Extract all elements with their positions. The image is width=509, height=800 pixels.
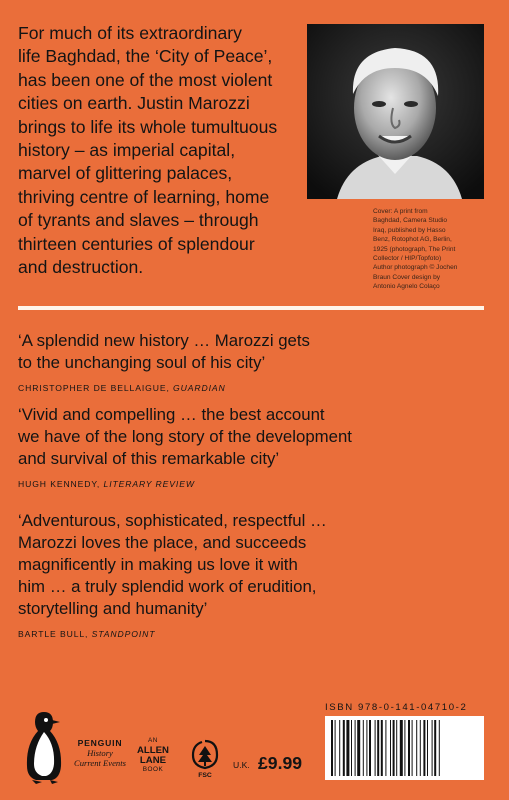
quote-attribution (18, 377, 484, 399)
credit-line: Author photograph © Jochen (373, 264, 458, 272)
publication-name: GUARDIAN (173, 383, 226, 393)
quote-line: him … a truly splendid work of erudition, (18, 577, 317, 596)
publisher-imprint (74, 738, 126, 768)
blurb-line: brings to life its whole tumultuous (18, 116, 278, 137)
credit-line: Iraq, published by Hasso (373, 226, 446, 234)
quote-line: Marozzi loves the place, and succeeds (18, 533, 307, 552)
quote-line: and survival of this remarkable city’ (18, 449, 280, 468)
reviewer-name: HUGH KENNEDY, (18, 479, 104, 489)
quote-line: ‘Vivid and compelling … the best account (18, 405, 325, 424)
reviewer-name: BARTLE BULL, (18, 629, 92, 639)
publication-name: STANDPOINT (91, 629, 156, 639)
review-quote-3 (18, 510, 484, 645)
credit-line: Cover: A print from (373, 208, 428, 215)
imprint-book: BOOK (142, 766, 164, 774)
quote-line: to the unchanging soul of his city’ (18, 353, 266, 372)
review-quote-2 (18, 404, 484, 495)
author-photo (307, 24, 484, 199)
allen-lane-imprint (137, 736, 169, 775)
quote-line: storytelling and humanity’ (18, 599, 208, 618)
section-divider (18, 306, 484, 310)
back-cover-blurb (18, 22, 303, 279)
blurb-line: has been one of the most violent (18, 69, 273, 90)
credit-line: Antonio Agnelo Colaço (373, 283, 440, 291)
credit-line: 1925 (photograph, The Print (373, 245, 456, 253)
quote-attribution (18, 473, 484, 495)
review-quote-1 (18, 330, 484, 399)
fsc-label: FSC (198, 772, 212, 779)
blurb-line: of tyrants and slaves – through (18, 210, 259, 231)
credit-line: Baghdad, Camera Studio (373, 217, 448, 225)
cover-credits (373, 207, 485, 292)
barcode-icon (325, 716, 484, 780)
quote-line: we have of the long story of the development (18, 427, 352, 446)
quote-line: ‘Adventurous, sophisticated, respectful … (18, 511, 327, 530)
author-portrait-icon (307, 24, 484, 199)
imprint-an: AN (148, 737, 158, 744)
price: £9.99 (258, 753, 303, 773)
imprint-line2: LANE (139, 754, 167, 766)
credit-line: Benz, Rotophot AG, Berlin, (373, 236, 452, 244)
quote-line: magnificently in making us love it with (18, 555, 298, 574)
reviewer-name: CHRISTOPHER DE BELLAIGUE, (18, 383, 174, 393)
blurb-line: and destruction. (18, 257, 144, 278)
barcode (325, 716, 484, 780)
series-name: History (87, 748, 113, 758)
penguin-logo-icon (22, 710, 66, 784)
credit-line: Collector / HIP/Topfoto) (373, 255, 442, 263)
price-region: U.K. (233, 760, 250, 770)
series-subname: Current Events (74, 758, 126, 768)
blurb-line: thriving centre of learning, home (18, 186, 270, 207)
imprint-line1: ALLEN (137, 744, 169, 756)
blurb-line: cities on earth. Justin Marozzi (18, 93, 250, 114)
blurb-line: For much of its extraordinary (18, 23, 242, 43)
blurb-line: life Baghdad, the ‘City of Peace’, (18, 46, 273, 67)
quote-attribution (18, 623, 484, 645)
blurb-line: history – as imperial capital, (18, 140, 236, 161)
quote-line: ‘A splendid new history … Marozzi gets (18, 331, 310, 350)
blurb-line: thirteen centuries of splendour (18, 233, 255, 254)
publisher-name: PENGUIN (77, 738, 123, 748)
isbn-number: ISBN 978-0-141-04710-2 (325, 702, 468, 713)
publication-name: LITERARY REVIEW (103, 479, 195, 489)
credit-line: Braun Cover design by (373, 273, 441, 281)
blurb-line: marvel of glittering palaces, (18, 163, 233, 184)
